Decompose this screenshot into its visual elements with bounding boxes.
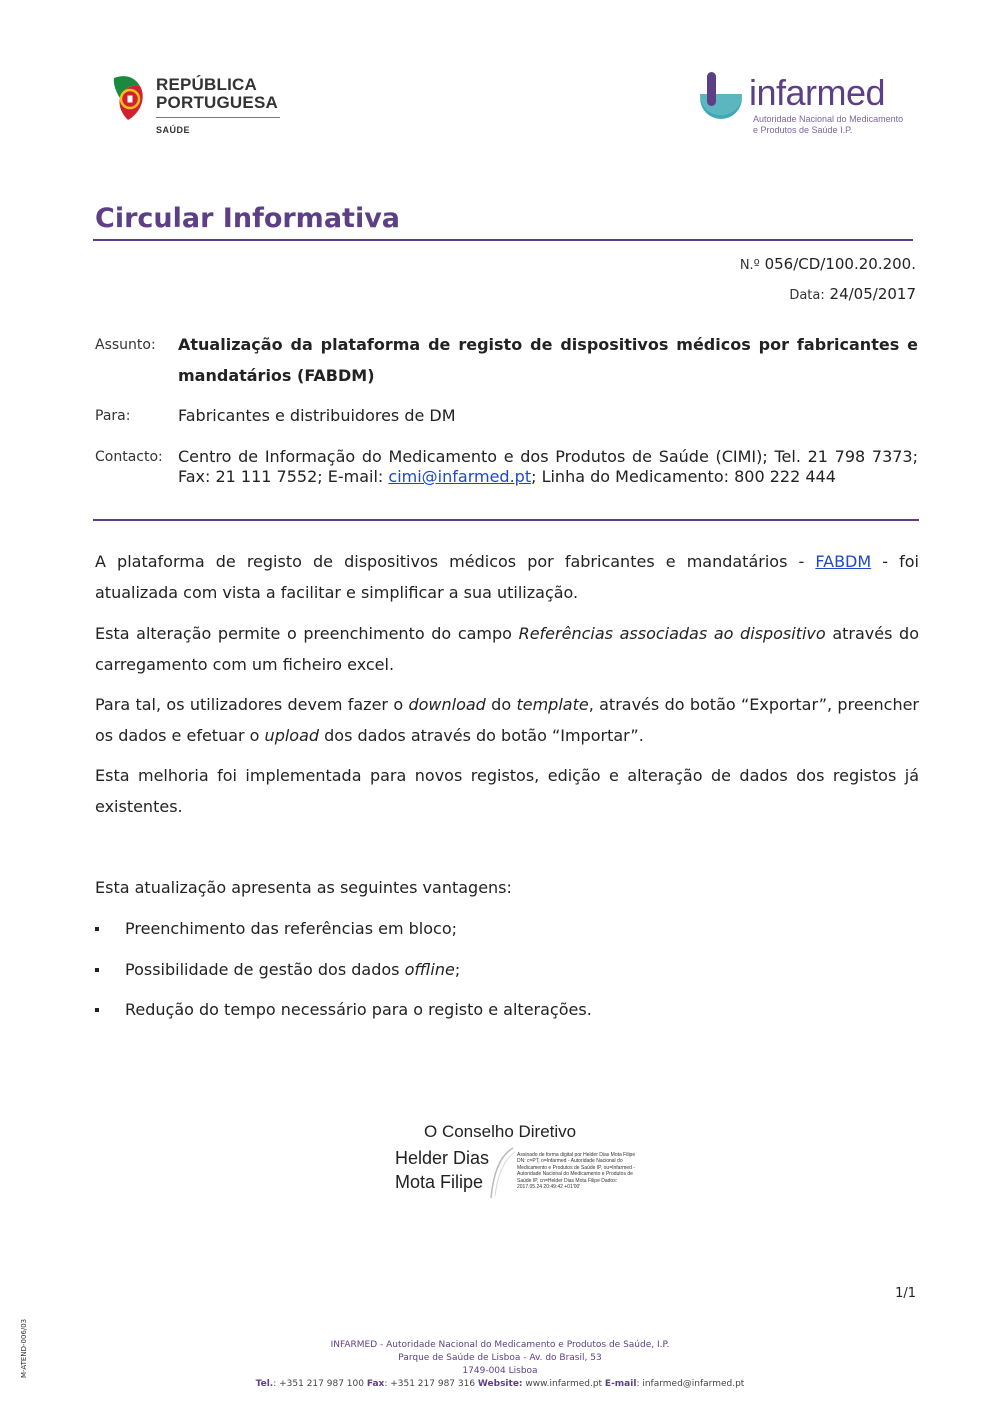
coat-of-arms-icon xyxy=(110,72,152,124)
signer-name-line-2: Mota Filipe xyxy=(395,1172,484,1192)
title-divider xyxy=(93,239,913,241)
contact-email-link[interactable]: cimi@infarmed.pt xyxy=(388,467,532,486)
council-label: O Conselho Diretivo xyxy=(424,1122,577,1141)
bullet-icon xyxy=(95,968,99,972)
saude-label: SAÚDE xyxy=(156,125,191,135)
document-number: N.º 056/CD/100.20.200. xyxy=(739,255,916,273)
recipient-text: Fabricantes e distribuidores de DM xyxy=(178,406,456,425)
signature-swoosh-icon xyxy=(485,1146,519,1200)
meta-divider xyxy=(93,519,919,521)
document-date: Data: 24/05/2017 xyxy=(789,285,916,303)
page-number: 1/1 xyxy=(895,1286,916,1301)
fabdm-link[interactable]: FABDM xyxy=(815,552,872,571)
infarmed-tagline: Autoridade Nacional do Medicamento e Produtos de Saúde I.P. xyxy=(753,114,904,135)
paragraph-5: Esta atualização apresenta as seguintes vantagens: xyxy=(95,878,512,897)
contact-text: Centro de Informação do Medicamento e dos Produtos de Saúde (CIMI); Tel. 21 798 7373; Fax: 21 111 7552; E-mail: cimi@infarmed.pt; Linha do Medicamento: 800 222 444 xyxy=(178,447,918,486)
paragraph-3: Para tal, os utilizadores devem fazer o download do template, através do botão “Exportar”, preencher os dados e efetuar o upload dos dados através do botão “Importar”. xyxy=(95,695,920,745)
footer-address: Parque de Saúde de Lisboa - Av. do Brasil, 53 xyxy=(398,1353,602,1363)
signer-name-line-1: Helder Dias xyxy=(395,1148,490,1168)
footer-postal: 1749-004 Lisboa xyxy=(462,1366,538,1376)
paragraph-4: Esta melhoria foi implementada para novos registos, edição e alteração de dados dos registos já existentes. xyxy=(95,766,919,816)
bullet-icon xyxy=(95,1008,99,1012)
infarmed-logo xyxy=(697,70,907,142)
footer-organization: INFARMED - Autoridade Nacional do Medicamento e Produtos de Saúde, I.P. xyxy=(330,1340,670,1350)
document-title: Circular Informativa xyxy=(95,203,401,234)
form-code: M-ATEND-006/03 xyxy=(20,1318,28,1378)
logo-divider xyxy=(156,117,280,118)
digital-signature-details: Assinado de forma digital por Helder Dias Mota Filipe DN: c=PT, o=Infarmed - Autoridade Nacional do Medicamento e Produtos de Saúde IP, ou=Infarmed - Autoridade Nacional do Medicamento e Produtos de Saúde IP, cn=Helder Dias Mota Filipe Dados: 2017.05.24 20:49:42 +01'00' xyxy=(517,1152,636,1191)
republica-portuguesa-logo xyxy=(110,72,290,142)
infarmed-mark-icon xyxy=(697,70,745,122)
recipient-label: Para: xyxy=(95,408,131,424)
subject-label: Assunto: xyxy=(95,337,156,353)
paragraph-2: Esta alteração permite o preenchimento do campo Referências associadas ao dispositivo através do carregamento com um ficheiro excel. xyxy=(95,624,919,674)
subject-text: Atualização da plataforma de registo de dispositivos médicos por fabricantes e mandatários (FABDM) xyxy=(178,335,918,385)
republica-portuguesa-wordmark: REPÚBLICA PORTUGUESA xyxy=(156,75,278,112)
paragraph-1: A plataforma de registo de dispositivos médicos por fabricantes e mandatários - FABDM - foi atualizada com vista a facilitar e simplificar a sua utilização. xyxy=(95,552,920,602)
contact-label: Contacto: xyxy=(95,449,163,465)
bullet-icon xyxy=(95,927,99,931)
footer-contacts: Tel.: +351 217 987 100 Fax: +351 217 987 316 Website: www.infarmed.pt E-mail: infarmed@infarmed.pt xyxy=(255,1379,745,1389)
infarmed-wordmark: infarmed xyxy=(749,72,886,113)
